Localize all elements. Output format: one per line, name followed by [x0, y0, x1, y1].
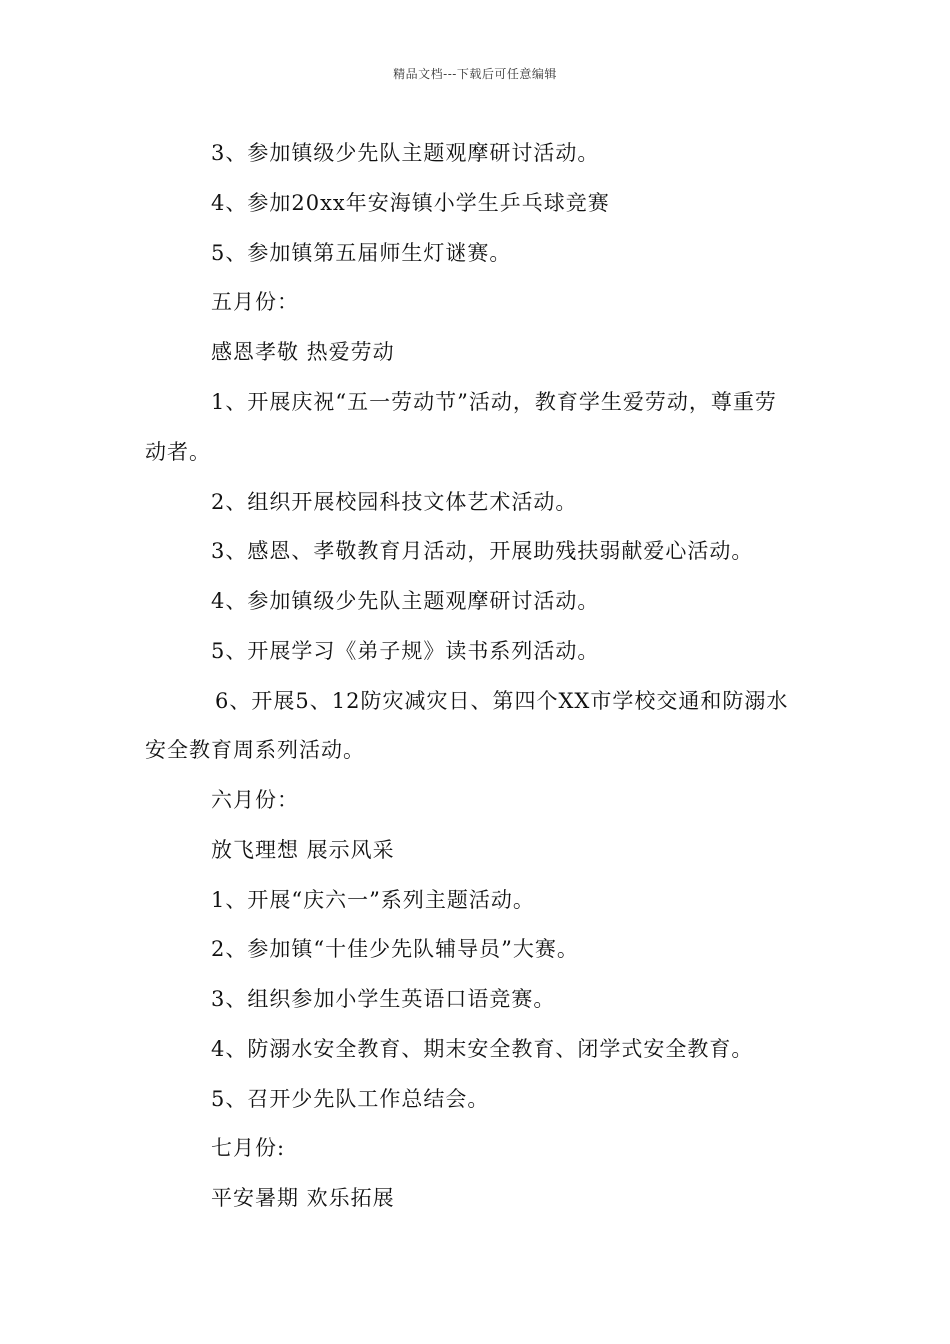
body-line-14: 5、召开少先队工作总结会。	[211, 1087, 490, 1111]
body-line-1: 3、参加镇级少先队主题观摩研讨活动。	[211, 141, 600, 165]
body-line-8: 5、开展学习《弟子规》读书系列活动。	[211, 639, 600, 663]
section-heading-june: 六月份：	[211, 788, 299, 812]
body-line-7: 4、参加镇级少先队主题观摩研讨活动。	[211, 589, 600, 613]
body-line-4-continued: 动者。	[145, 440, 211, 464]
section-theme-june: 放飞理想 展示风采	[211, 838, 395, 862]
page-header: 精品文档---下载后可任意编辑	[393, 67, 557, 81]
body-line-10: 1、开展“庆六一”系列主题活动。	[211, 888, 535, 912]
body-line-13: 4、防溺水安全教育、期末安全教育、闭学式安全教育。	[211, 1037, 754, 1061]
body-line-12: 3、组织参加小学生英语口语竞赛。	[211, 987, 556, 1011]
body-line-6: 3、感恩、孝敬教育月活动，开展助残扶弱献爱心活动。	[211, 539, 754, 563]
section-theme-july: 平安暑期 欢乐拓展	[211, 1186, 395, 1210]
body-line-2: 4、参加20xx年安海镇小学生乒乓球竞赛	[211, 191, 610, 215]
section-theme-may: 感恩孝敬 热爱劳动	[211, 340, 395, 364]
section-heading-may: 五月份：	[211, 290, 299, 314]
body-line-9: 6、开展5、12防灾减灾日、第四个XX市学校交通和防溺水	[215, 689, 789, 713]
section-heading-july: 七月份:	[211, 1136, 286, 1160]
body-line-9-continued: 安全教育周系列活动。	[145, 738, 365, 762]
body-line-5: 2、组织开展校园科技文体艺术活动。	[211, 490, 578, 514]
body-line-4: 1、开展庆祝“五一劳动节”活动，教育学生爱劳动，尊重劳	[211, 390, 777, 414]
body-line-3: 5、参加镇第五届师生灯谜赛。	[211, 241, 512, 265]
body-line-11: 2、参加镇“十佳少先队辅导员”大赛。	[211, 937, 579, 961]
